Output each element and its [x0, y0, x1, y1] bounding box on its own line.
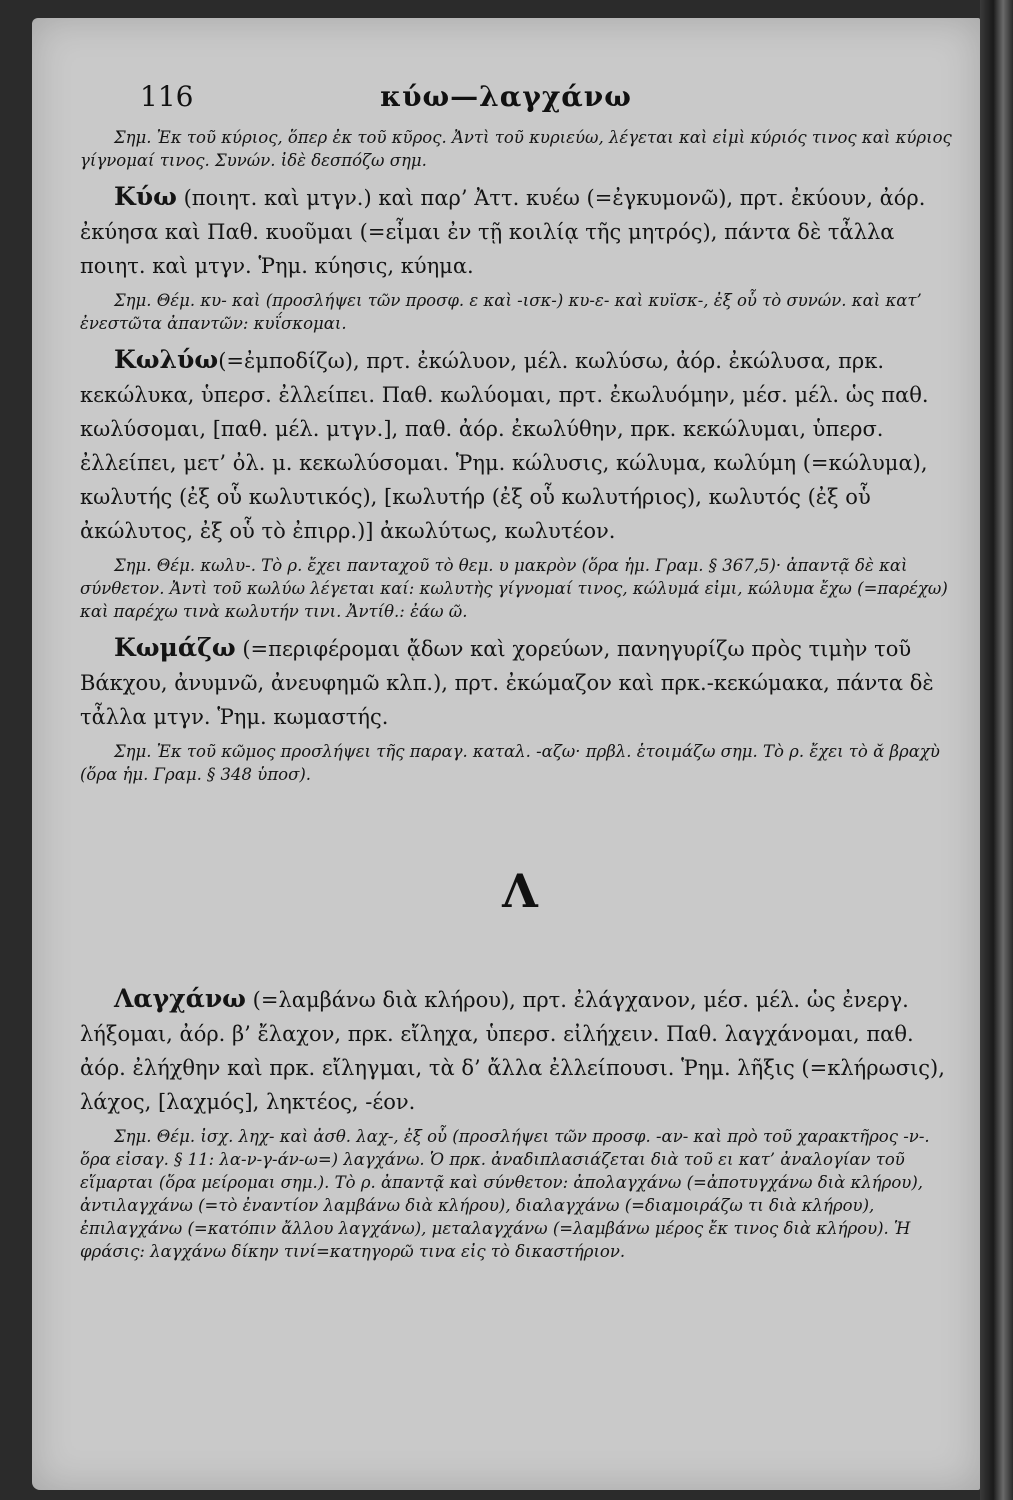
section-letter-heading: Λ	[502, 864, 538, 918]
book-binding-edge	[980, 0, 1013, 1500]
page-header	[32, 80, 980, 120]
headword: Κωμάζω	[114, 633, 236, 662]
note-komazo: Σημ. Ἐκ τοῦ κῶμος προσλήψει τῆς παραγ. καταλ. -αζω· πρβλ. ἑτοιμάζω σημ. Τὸ ρ. ἔχει τὸ ᾰ βραχὺ (ὅρα ἡμ. Γραμ. § 348 ὑποσ).	[80, 742, 940, 784]
headword: Κύω	[114, 182, 177, 211]
entry-text: (ποιητ. καὶ μτγν.) καὶ παρ’ Ἀττ. κυέω (=ἐγκυμονῶ), πρτ. ἐκύουν, ἀόρ. ἐκύησα καὶ Παθ. κυοῦμαι (=εἶμαι ἐν τῇ κοιλίᾳ τῆς μητρός), πάντα δὲ τἆλλα ποιητ. καὶ μτγν. Ῥημ. κύησις, κύημα.	[80, 186, 926, 278]
note-kolyo: Σημ. Θέμ. κωλυ-. Τὸ ρ. ἔχει πανταχοῦ τὸ θεμ. υ μακρὸν (ὅρα ἡμ. Γραμ. § 367,5)· ἀπαντᾷ δὲ καὶ σύνθετον. Ἀντὶ τοῦ κωλύω λέγεται καί: κωλυτὴς γίγνομαί τινος, κώλυμά εἰμι, κώλυμα ἔχω (=παρέχω) καὶ παρέχω τινὰ κωλυτήν τινι. Ἀντίθ.: ἐάω ῶ.	[80, 556, 948, 621]
entry-kyo	[80, 180, 960, 283]
entry-kolyo	[80, 343, 960, 548]
entry-lagchano	[80, 982, 960, 1119]
running-head: κύω—λαγχάνω	[380, 80, 632, 113]
headword: Κωλύω	[114, 345, 219, 374]
note-kyrios: Σημ. Ἐκ τοῦ κύριος, ὅπερ ἐκ τοῦ κῦρος. Ἀντὶ τοῦ κυριεύω, λέγεται καὶ εἰμὶ κύριός τινος καὶ κύριος γίγνομαί τινος. Συνών. ἰδὲ δεσπόζω σημ.	[80, 128, 952, 170]
note-lagchano: Σημ. Θέμ. ἰσχ. ληχ- καὶ ἀσθ. λαχ-, ἐξ οὗ (προσλήψει τῶν προσφ. -αν- καὶ πρὸ τοῦ χαρακτῆρος -ν-. ὅρα εἰσαγ. § 11: λα-ν-γ-άν-ω=) λαγχάνω. Ὁ πρκ. ἀναδιπλασιάζεται διὰ τοῦ ει κατ’ ἀναλογίαν τοῦ εἵμαρται (ὅρα μείρομαι σημ.). Τὸ ρ. ἀπαντᾷ καὶ σύνθετον: ἀπολαγχάνω (=ἀποτυγχάνω διὰ κλήρου), ἀντιλαγχάνω (=τὸ ἐναντίον λαμβάνω διὰ κλήρου), διαλαγχάνω (=διαμοιράζω τι διὰ κλήρου), ἐπιλαγχάνω (=κατόπιν ἄλλου λαγχάνω), μεταλαγχάνω (=λαμβάνω μέρος ἔκ τινος διὰ κλήρου). Ἡ φράσις: λαγχάνω δίκην τινί=κατηγορῶ τινα εἰς τὸ δικαστήριον.	[80, 1127, 930, 1261]
document-page	[32, 18, 980, 1490]
entry-komazo	[80, 631, 960, 734]
headword: Λαγχάνω	[114, 984, 246, 1013]
entry-text: (=περιφέρομαι ᾄδων καὶ χορεύων, πανηγυρίζω πρὸς τιμὴν τοῦ Βάκχου, ἀνυμνῶ, ἀνευφημῶ κλπ.), πρτ. ἐκώμαζον καὶ πρκ.-κεκώμακα, πάντα δὲ τἆλλα μτγν. Ῥημ. κωμαστής.	[80, 637, 934, 729]
entry-text: (=ἐμποδίζω), πρτ. ἐκώλυον, μέλ. κωλύσω, ἀόρ. ἐκώλυσα, πρκ. κεκώλυκα, ὑπερσ. ἐλλείπει. Παθ. κωλύομαι, πρτ. ἐκωλυόμην, μέσ. μέλ. ὡς παθ. κωλύσομαι, [παθ. μέλ. μτγν.], παθ. ἀόρ. ἐκωλύθην, πρκ. κεκώλυμαι, ὑπερσ. ἐλλείπει, μετ’ ὀλ. μ. κεκωλύσομαι. Ῥημ. κώλυσις, κώλυμα, κωλύμη (=κώλυμα), κωλυτής (ἐξ οὗ κωλυτικός), [κωλυτήρ (ἐξ οὗ κωλυτήριος), κωλυτός (ἐξ οὗ ἀκώλυτος, ἐξ οὗ τὸ ἐπιρρ.)] ἀκωλύτως, κωλυτέον.	[80, 349, 929, 543]
page-number: 116	[140, 80, 194, 113]
entry-text: (=λαμβάνω διὰ κλήρου), πρτ. ἐλάγχανον, μέσ. μέλ. ὡς ἐνεργ. λήξομαι, ἀόρ. β’ ἔλαχον, πρκ. εἴληχα, ὑπερσ. εἰλήχειν. Παθ. λαγχάνομαι, παθ. ἀόρ. ἐλήχθην καὶ πρκ. εἴληγμαι, τὰ δ’ ἄλλα ἐλλείπουσι. Ῥημ. λῆξις (=κλήρωσις), λάχος, [λαχμός], ληκτέος, -έον.	[80, 988, 945, 1114]
page-content	[80, 126, 960, 1271]
note-kyo: Σημ. Θέμ. κυ- καὶ (προσλήψει τῶν προσφ. ε καὶ -ισκ-) κυ-ε- καὶ κυϊσκ-, ἐξ οὗ τὸ συνών. καὶ κατ’ ἐνεστῶτα ἀπαντῶν: κυΐσκομαι.	[80, 291, 922, 333]
